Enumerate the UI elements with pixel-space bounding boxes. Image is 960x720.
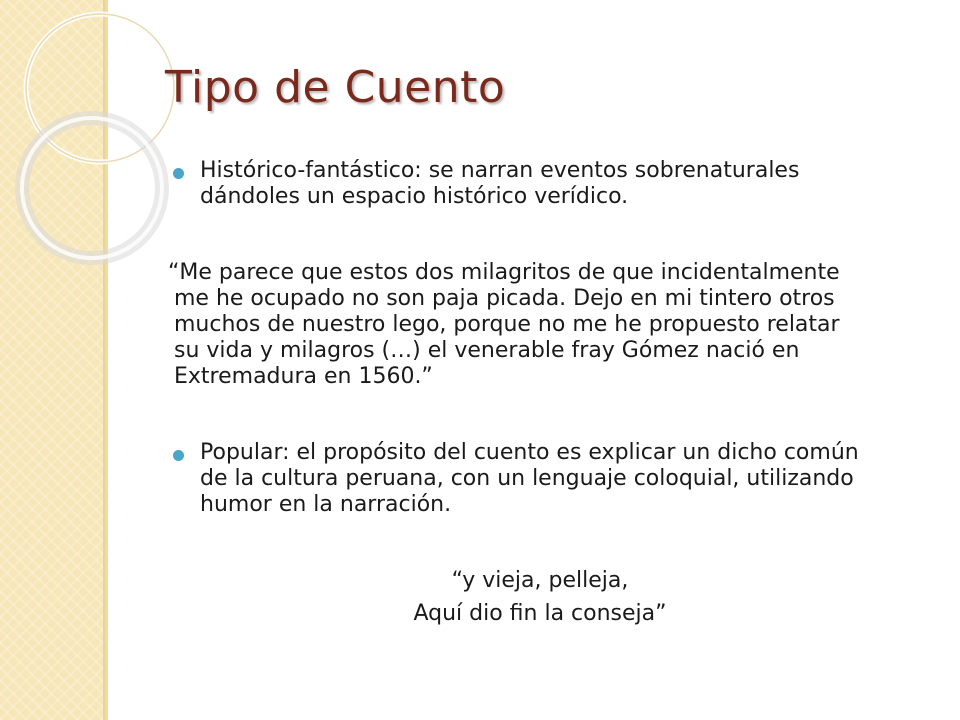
slide-title: Tipo de Cuento: [165, 62, 506, 113]
closing-verse: [320, 568, 760, 627]
quote-line: Extremadura en 1560.”: [174, 364, 433, 389]
bullet-line: Popular: el propósito del cuento es explicar un dicho común: [200, 440, 859, 465]
quote-paragraph: [168, 260, 928, 390]
decorative-circles-icon: [0, 0, 260, 300]
bullet-line: dándoles un espacio histórico verídico.: [200, 184, 629, 209]
quote-line: muchos de nuestro lego, porque no me he propuesto relatar: [174, 312, 840, 337]
bullet-popular: [200, 440, 930, 518]
verse-line: Aquí dio fin la conseja”: [413, 601, 667, 626]
bullet-line: humor en la narración.: [200, 492, 452, 517]
bullet-line: Histórico-fantástico: se narran eventos sobrenaturales: [200, 158, 800, 183]
quote-line: su vida y milagros (…) el venerable fray Gómez nació en: [174, 338, 800, 363]
bullet-historico: [200, 158, 900, 210]
quote-line: “Me parece que estos dos milagritos de que incidentalmente: [168, 260, 840, 285]
verse-line: “y vieja, pelleja,: [451, 568, 629, 593]
bullet-dot: [173, 450, 184, 461]
bullet-line: de la cultura peruana, con un lenguaje coloquial, utilizando: [200, 466, 854, 491]
quote-line: me he ocupado no son paja picada. Dejo en mi tintero otros: [174, 286, 835, 311]
bullet-dot: [173, 168, 184, 179]
